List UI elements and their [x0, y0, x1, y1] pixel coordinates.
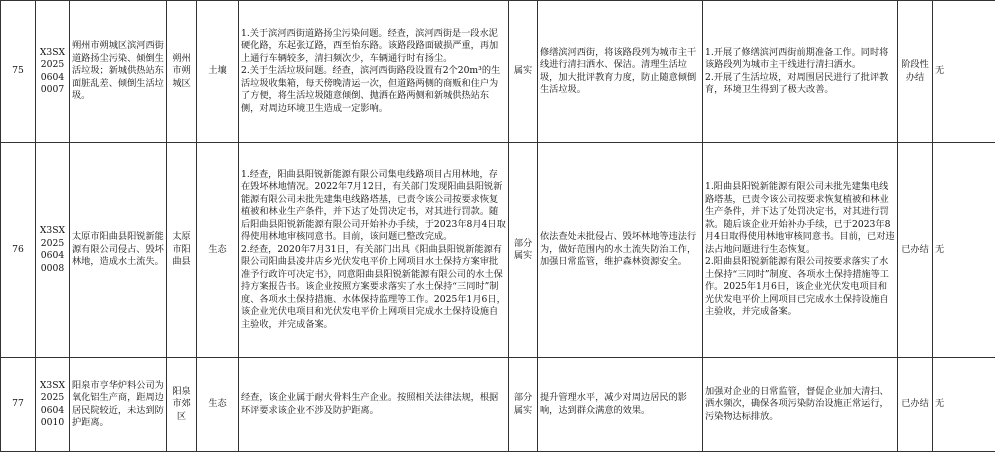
- region: 朔州市朔城区: [167, 1, 197, 143]
- rectification-progress: [703, 358, 898, 452]
- completion-status: 阶段性办结: [898, 1, 933, 143]
- completion-status: 已办结: [898, 143, 933, 358]
- table-row: [1, 143, 995, 358]
- progress-text: 加强对企业的日常监管，督促企业加大清扫、洒水频次，确保各项污染防治设施正常运行，污染物达标排放。: [705, 386, 895, 424]
- rectification-measures: 依法查处未批侵占、毁坏林地等违法行为，做好范围内的水土流失防治工作，加强日常监管，维护森林资源安全。: [538, 143, 703, 358]
- accountability: 无: [933, 1, 995, 143]
- progress-text: 1.阳曲县阳锐新能源有限公司未批先建集电线路塔基，已责令该公司按要求恢复植被和林业生产条件，并下达了处罚决定书，对其进行罚款。随后该企业开始补办手续，已于2023年8月4日取得使用林地审核同意书。目前，已对违法占地问题进行生态恢复。 2.阳曲县阳锐新能源有限公司按要求落实了水土保持“三同时”制度、各项水土保持措施等工作。2025年1月6日，该企业光伏发电项目和光伏发电平价上网项目已完成水土保持设施自主验收，并完成备案。: [705, 181, 895, 319]
- accountability: 无: [933, 143, 995, 358]
- investigation-findings: [239, 1, 509, 143]
- investigation-text: 经查，该企业属于耐火骨料生产企业。按照相关法律法规，根据环评要求该企业不涉及防护距离。: [241, 392, 506, 417]
- row-number: 77: [1, 358, 36, 452]
- case-code: X3SX202506040008: [36, 143, 70, 358]
- case-code: X3SX202506040010: [36, 358, 70, 452]
- verdict: 属实: [509, 1, 538, 143]
- investigation-findings: [239, 358, 509, 452]
- region: 太原市阳曲县: [167, 143, 197, 358]
- investigation-text: 1.经查，阳曲县阳锐新能源有限公司集电线路项目占用林地，存在毁坏林地情况。2022年7月12日，有关部门发现阳曲县阳锐新能源有限公司未批先建集电线路塔基，已责令该公司按要求恢复植被和林业生产条件，并下达了处罚决定书，对其进行罚款。随后阳曲县阳锐新能源有限公司开始补办手续，于2023年8月4日取得使用林地审核同意书。目前，该问题已整改完成。 2.经查，2020年7月31日，有关部门出具《阳曲县阳锐新能源有限公司阳曲县凌井店乡光伏发电平价上网项目水土保持方案审批准予行政许可决定书》，同意阳曲县阳锐新能源有限公司的水土保持方案报告书。该企业按照方案要求落实了水土保持“三同时”制度、各项水土保持措施、水体保持监理等工作。2025年1月6日，该企业光伏电项目和光伏发电平价上网项目完成水土保持设施自主验收，并完成备案。: [241, 169, 506, 332]
- verdict: 部分属实: [509, 143, 538, 358]
- case-code: X3SX202506040007: [36, 1, 70, 143]
- table-row: [1, 1, 995, 143]
- complaint-content: 太原市阳曲县阳锐新能源有限公司侵占、毁坏林地，造成水土流失。: [70, 143, 167, 358]
- verdict: 部分属实: [509, 358, 538, 452]
- rectification-progress: [703, 1, 898, 143]
- investigation-findings: [239, 143, 509, 358]
- pollution-category: 生态: [197, 143, 239, 358]
- complaint-content: 朔州市朔城区滨河西街道路扬尘污染、倾倒生活垃圾；新城供热站东面脏乱差、倾倒生活垃圾。: [70, 1, 167, 143]
- complaint-content: 阳泉市亨华炉料公司为氧化铝生产商，距周边居民院较近，未达到防护距离。: [70, 358, 167, 452]
- rectification-progress: [703, 143, 898, 358]
- row-number: 75: [1, 1, 36, 143]
- accountability: 无: [933, 358, 995, 452]
- rectification-measures: 修缮滨河西街，将该路段列为城市主干线进行清扫洒水、保洁。清理生活垃圾，加大批评教育力度，防止随意倾倒生活垃圾。: [538, 1, 703, 143]
- investigation-text: 1.关于滨河西街道路扬尘污染问题。经查，滨河西街是一段水泥硬化路，东起张辽路，西至怡东路。该路段路面破损严重，再加上通行车辆较多，清扫频次少，车辆通行时有扬尘。 2.关于生活垃圾问题。经查，滨河西街路段设置有2个20m³的生活垃圾收集箱，每天傍晚清运一次，但道路两侧的商贩和住户为了方便，将生活垃圾随意倾倒、抛洒在路两侧和新城供热站东侧，对周边环境卫生造成一定影响。: [241, 28, 506, 116]
- pollution-category: 生态: [197, 358, 239, 452]
- pollution-category: 土壤: [197, 1, 239, 143]
- region: 阳泉市郊区: [167, 358, 197, 452]
- rectification-measures: 提升管理水平，减少对周边居民的影响，达到群众满意的效果。: [538, 358, 703, 452]
- table-row: [1, 358, 995, 452]
- completion-status: 已办结: [898, 358, 933, 452]
- row-number: 76: [1, 143, 36, 358]
- progress-text: 1.开展了修缮滨河西街前期准备工作。同时将该路段列为城市主干线进行清扫洒水。 2.开展了生活垃圾，对周围居民进行了批评教育，环境卫生得到了极大改善。: [705, 47, 895, 97]
